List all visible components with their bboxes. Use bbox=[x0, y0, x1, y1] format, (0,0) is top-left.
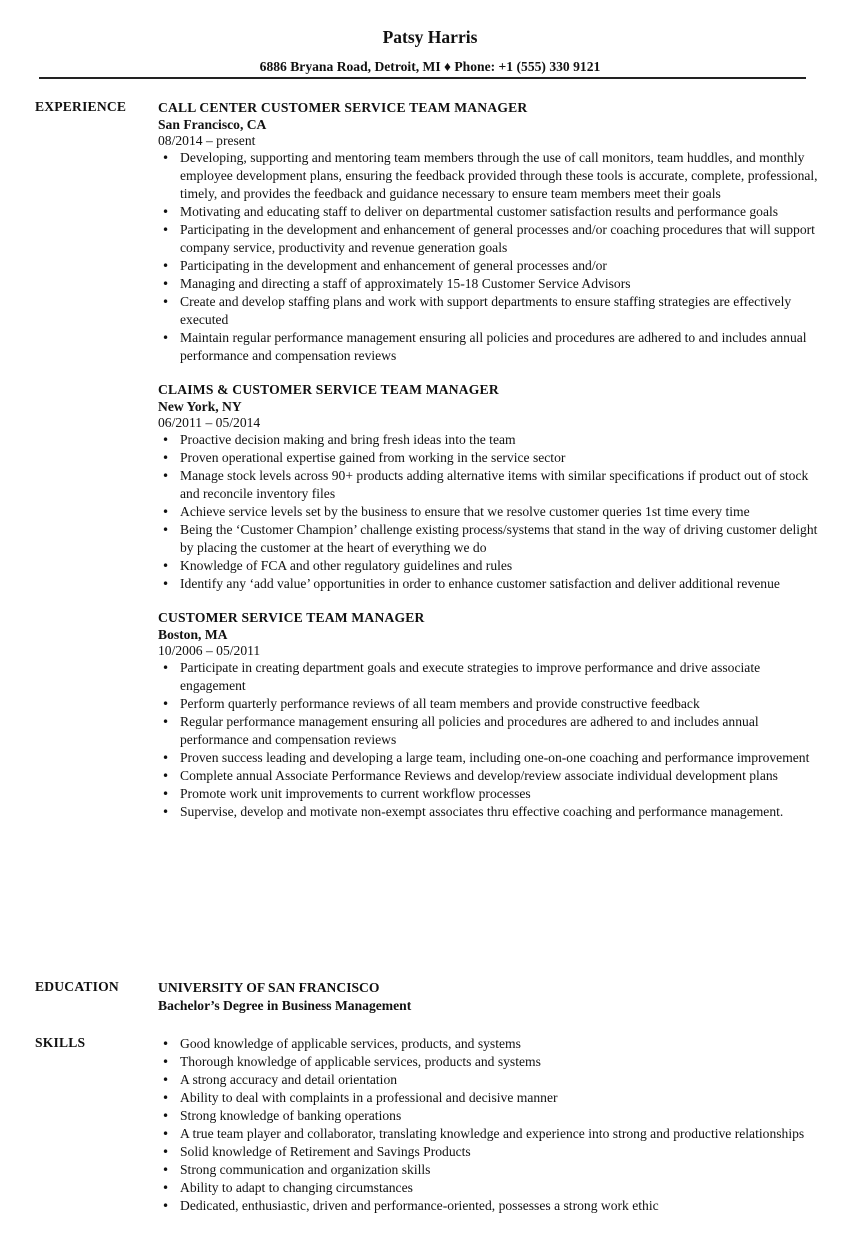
job-bullet: • Proven operational expertise gained from working in the service sector bbox=[180, 449, 818, 467]
job-bullet: • Managing and directing a staff of approximately 15-18 Customer Service Advisors bbox=[180, 275, 818, 293]
section-label-experience: EXPERIENCE bbox=[35, 99, 127, 114]
job-bullet: • Identify any ‘add value’ opportunities in order to enhance customer satisfaction and deliver additional revenue bbox=[180, 575, 818, 593]
job-title: CALL CENTER CUSTOMER SERVICE TEAM MANAGER bbox=[158, 100, 528, 115]
job-title: CUSTOMER SERVICE TEAM MANAGER bbox=[158, 610, 425, 625]
experience-list bbox=[158, 99, 818, 837]
job-bullet: • Manage stock levels across 90+ products adding alternative items with similar specifications if product out of stock and reconcile inventory files bbox=[180, 467, 818, 503]
resume-header bbox=[0, 0, 860, 75]
job-bullets bbox=[158, 431, 818, 593]
job-bullet: • Regular performance management ensuring all policies and procedures are adhered to and includes annual performance and compensation reviews bbox=[180, 713, 818, 749]
job-bullet: • Participate in creating department goals and execute strategies to improve performance and drive associate engagement bbox=[180, 659, 818, 695]
job-bullet: • Create and develop staffing plans and work with support departments to ensure staffing strategies are effectively executed bbox=[180, 293, 818, 329]
job-bullet: • Perform quarterly performance reviews of all team members and provide constructive feedback bbox=[180, 695, 818, 713]
skill-item: • Strong knowledge of banking operations bbox=[180, 1107, 818, 1125]
skill-item: • A strong accuracy and detail orientation bbox=[180, 1071, 818, 1089]
skill-item: • Thorough knowledge of applicable services, products and systems bbox=[180, 1053, 818, 1071]
skill-item: • A true team player and collaborator, translating knowledge and experience into strong and productive relationships bbox=[180, 1125, 818, 1143]
job-entry bbox=[158, 381, 818, 593]
skills-list bbox=[158, 1035, 818, 1215]
contact-line: 6886 Bryana Road, Detroit, MI ♦ Phone: +1 (555) 330 9121 bbox=[259, 59, 601, 74]
skill-item: • Good knowledge of applicable services, products, and systems bbox=[180, 1035, 818, 1053]
skills-body bbox=[158, 1035, 818, 1215]
job-bullet: • Participating in the development and enhancement of general processes and/or coaching procedures that will support company service, productivity and revenue generation goals bbox=[180, 221, 818, 257]
job-bullet: • Proven success leading and developing a large team, including one-on-one coaching and performance improvement bbox=[180, 749, 818, 767]
candidate-name: Patsy Harris bbox=[382, 27, 478, 47]
job-location: New York, NY bbox=[158, 399, 242, 414]
job-location: San Francisco, CA bbox=[158, 117, 267, 132]
job-bullet: • Motivating and educating staff to deliver on departmental customer satisfaction results and performance goals bbox=[180, 203, 818, 221]
job-entry bbox=[158, 99, 818, 365]
job-bullet: • Participating in the development and enhancement of general processes and/or bbox=[180, 257, 818, 275]
job-bullet: • Maintain regular performance management ensuring all policies and procedures are adhered to and includes annual performance and compensation reviews bbox=[180, 329, 818, 365]
job-dates: 10/2006 – 05/2011 bbox=[158, 643, 261, 658]
job-bullets bbox=[158, 659, 818, 821]
job-bullet: • Supervise, develop and motivate non-exempt associates thru effective coaching and performance management. bbox=[180, 803, 818, 821]
job-dates: 06/2011 – 05/2014 bbox=[158, 415, 261, 430]
skill-item: • Ability to adapt to changing circumstances bbox=[180, 1179, 818, 1197]
job-dates: 08/2014 – present bbox=[158, 133, 256, 148]
section-label-education: EDUCATION bbox=[35, 979, 119, 994]
skill-item: • Solid knowledge of Retirement and Savings Products bbox=[180, 1143, 818, 1161]
job-bullet: • Developing, supporting and mentoring team members through the use of call monitors, team huddles, and monthly employee development plans, ensuring the feedback provided through these tools is accurate, complete, professional, timely, and provides the feedback and guidance necessary to ensure team members meet their goals bbox=[180, 149, 818, 203]
job-bullet: • Proactive decision making and bring fresh ideas into the team bbox=[180, 431, 818, 449]
school-name: UNIVERSITY OF SAN FRANCISCO bbox=[158, 980, 380, 995]
job-bullets bbox=[158, 149, 818, 365]
job-entry bbox=[158, 609, 818, 821]
skill-item: • Ability to deal with complaints in a professional and decisive manner bbox=[180, 1089, 818, 1107]
education-body bbox=[158, 979, 818, 1015]
degree: Bachelor’s Degree in Business Management bbox=[158, 998, 412, 1013]
job-location: Boston, MA bbox=[158, 627, 228, 642]
section-label-skills: SKILLS bbox=[35, 1035, 86, 1050]
job-title: CLAIMS & CUSTOMER SERVICE TEAM MANAGER bbox=[158, 382, 499, 397]
header-divider bbox=[39, 77, 806, 79]
skill-item: • Dedicated, enthusiastic, driven and performance-oriented, possesses a strong work ethic bbox=[180, 1197, 818, 1215]
job-bullet: • Promote work unit improvements to current workflow processes bbox=[180, 785, 818, 803]
job-bullet: • Achieve service levels set by the business to ensure that we resolve customer queries 1st time every time bbox=[180, 503, 818, 521]
job-bullet: • Being the ‘Customer Champion’ challenge existing process/systems that stand in the way of driving customer delight by placing the customer at the heart of everything we do bbox=[180, 521, 818, 557]
job-bullet: • Complete annual Associate Performance Reviews and develop/review associate individual development plans bbox=[180, 767, 818, 785]
skill-item: • Strong communication and organization skills bbox=[180, 1161, 818, 1179]
job-bullet: • Knowledge of FCA and other regulatory guidelines and rules bbox=[180, 557, 818, 575]
